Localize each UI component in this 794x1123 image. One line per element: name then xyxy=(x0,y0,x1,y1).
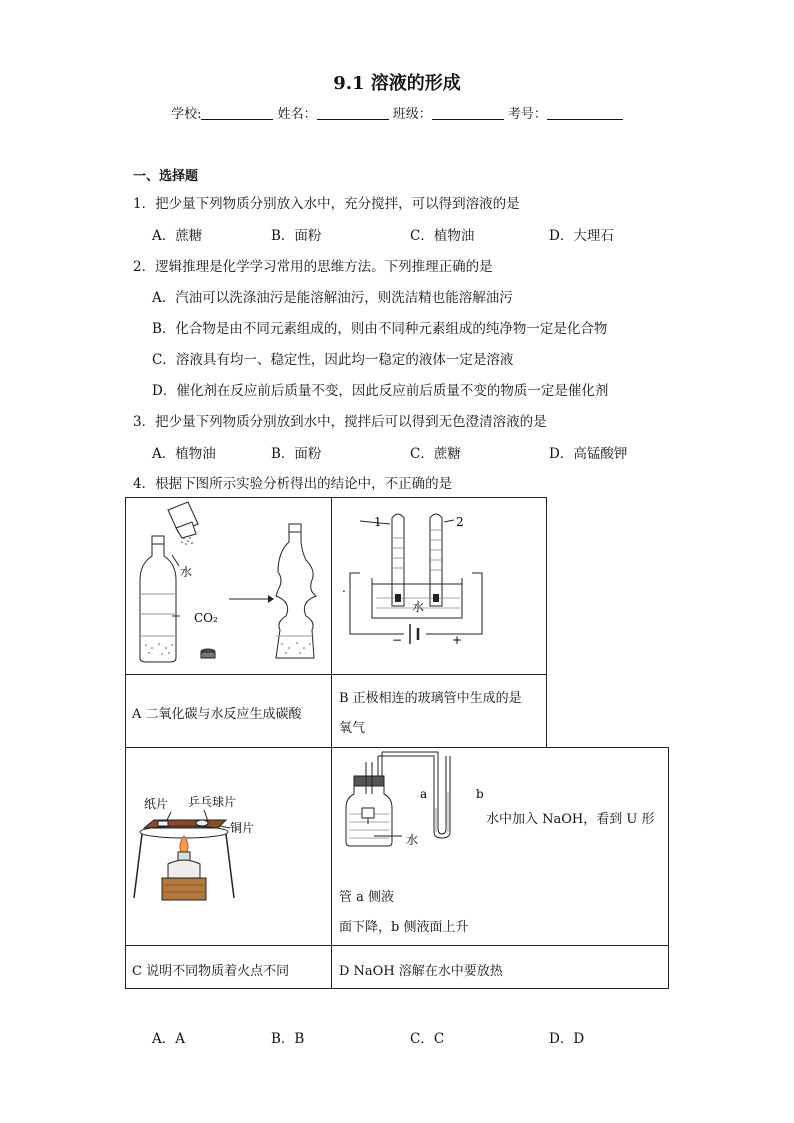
school-label: 学校: xyxy=(171,107,202,122)
figure-c-ignition xyxy=(126,748,331,945)
d-text-line1: 水中加入 NaOH，看到 U 形 xyxy=(486,812,655,827)
fig-b-positive: + xyxy=(452,633,463,647)
d-text-line3: 面下降，b 侧液面上升 xyxy=(339,920,469,935)
q3-option-c[interactable]: C．蔗糖 xyxy=(410,446,461,462)
caption-b-line1: B 正极相连的玻璃管中生成的是 xyxy=(339,691,522,706)
fig-a-co2-label: CO₂ xyxy=(194,611,218,625)
fig-b-tube2-label: 2 xyxy=(456,515,464,529)
q3-option-d[interactable]: D．高锰酸钾 xyxy=(549,446,628,462)
fig-b-tube1-label: 1 xyxy=(374,515,382,529)
d-text-line2: 管 a 侧液 xyxy=(339,890,395,905)
question-4-stem: 4．根据下图所示实验分析得出的结论中，不正确的是 xyxy=(133,476,453,492)
caption-c: C 说明不同物质着火点不同 xyxy=(132,964,290,979)
q4-option-a[interactable]: A．A xyxy=(152,1031,185,1047)
q4-option-d[interactable]: D．D xyxy=(549,1031,585,1047)
fig-b-dot: . xyxy=(342,581,346,595)
question-2-stem: 2．逻辑推理是化学学习常用的思维方法。下列推理正确的是 xyxy=(133,259,493,275)
fig-d-water-label: 水 xyxy=(406,833,419,847)
caption-d: D NaOH 溶解在水中要放热 xyxy=(339,964,503,979)
name-label: 姓名： xyxy=(277,107,317,122)
q1-option-d[interactable]: D．大理石 xyxy=(549,228,614,244)
q2-option-d[interactable]: D．催化剂在反应前后质量不变，因此反应前后质量不变的物质一定是催化剂 xyxy=(152,383,609,399)
q1-option-c[interactable]: C．植物油 xyxy=(410,228,475,244)
fig-d-a-label: a xyxy=(420,787,428,801)
caption-b-line2: 氧气 xyxy=(339,721,366,736)
fig-a-water-label: 水 xyxy=(180,565,193,579)
q2-option-a[interactable]: A．汽油可以洗涤油污是能溶解油污，则洗洁精也能溶解油污 xyxy=(152,290,513,306)
number-label: 考号： xyxy=(507,107,547,122)
figure-d-u-tube xyxy=(332,748,482,858)
q2-option-b[interactable]: B．化合物是由不同元素组成的，则由不同种元素组成的纯净物一定是化合物 xyxy=(152,321,608,337)
figure-b-electrolysis xyxy=(332,498,546,674)
figure-a-co2-bottle xyxy=(126,498,331,674)
number-blank[interactable] xyxy=(547,105,623,120)
caption-a: A 二氧化碳与水反应生成碳酸 xyxy=(132,707,302,722)
q2-option-c[interactable]: C．溶液具有均一、稳定性，因此均一稳定的液体一定是溶液 xyxy=(152,352,514,368)
fig-c-paper-label: 纸片 xyxy=(144,797,169,811)
fig-b-water-label: 水 xyxy=(412,600,425,614)
q3-option-a[interactable]: A．植物油 xyxy=(152,446,216,462)
q4-option-b[interactable]: B．B xyxy=(271,1031,305,1047)
name-blank[interactable] xyxy=(317,105,389,120)
page-title: 9.1 溶液的形成 xyxy=(333,73,461,94)
fig-d-b-label: b xyxy=(476,787,484,801)
q1-option-a[interactable]: A．蔗糖 xyxy=(152,228,203,244)
fig-c-ball-label: 乒乓球片 xyxy=(188,795,237,809)
section-heading: 一、选择题 xyxy=(133,169,199,184)
fig-b-negative: − xyxy=(392,633,403,647)
q4-option-c[interactable]: C．C xyxy=(410,1031,445,1047)
class-blank[interactable] xyxy=(432,105,504,120)
q1-option-b[interactable]: B．面粉 xyxy=(271,228,322,244)
question-1-stem: 1．把少量下列物质分别放入水中，充分搅拌，可以得到溶液的是 xyxy=(133,196,520,212)
q3-option-b[interactable]: B．面粉 xyxy=(271,446,322,462)
question-3-stem: 3．把少量下列物质分别放到水中，搅拌后可以得到无色澄清溶液的是 xyxy=(133,414,547,430)
class-label: 班级： xyxy=(392,107,432,122)
fig-c-copper-label: 铜片 xyxy=(230,821,255,835)
school-blank[interactable] xyxy=(201,105,273,120)
student-info-line xyxy=(0,103,794,122)
